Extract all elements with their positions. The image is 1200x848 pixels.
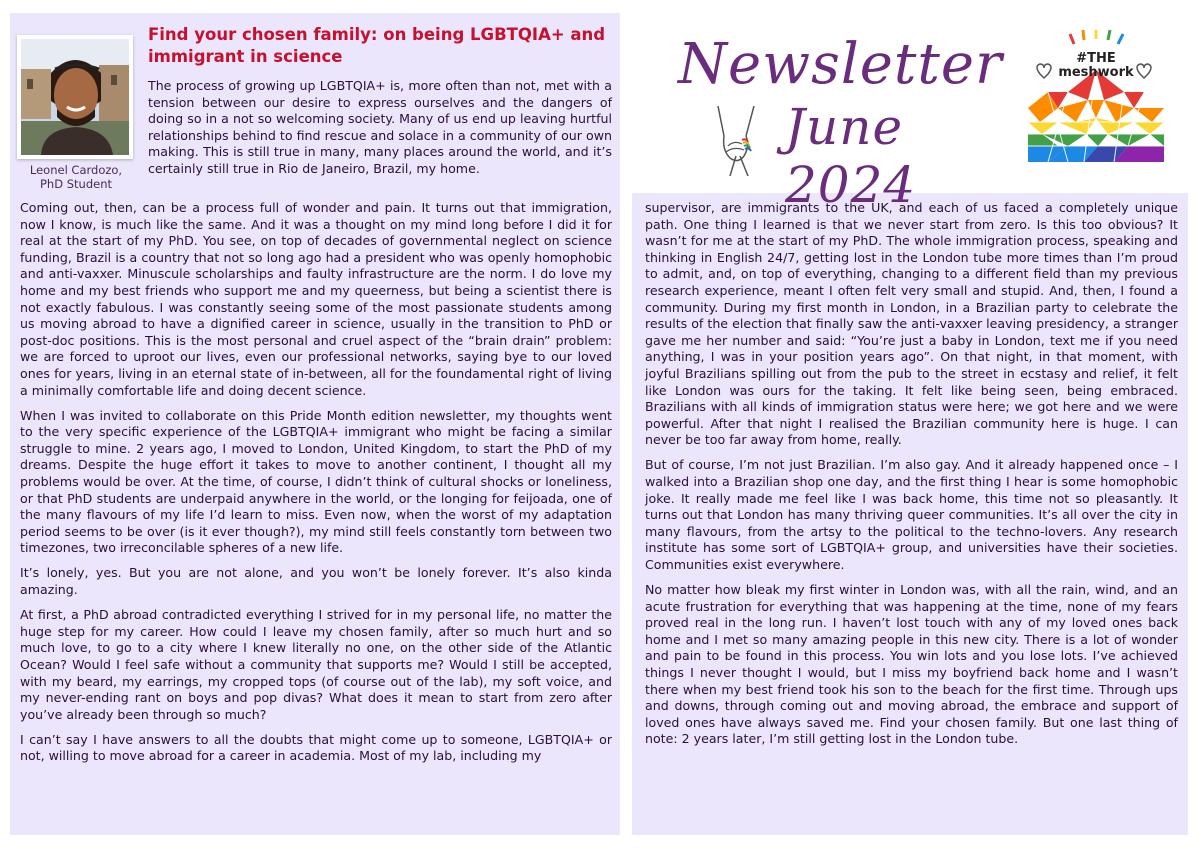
paragraph: supervisor, are immigrants to the UK, and each of us faced a completely unique path. One thing I learned is that we never start from zero. Is this too obvious? It wasn’t for me at the start of my PhD. The whole immigration process, speaking and thinking in English 24/7, getting lost in the London tube more times than I’m proud to admit, and, on top of everything, changing to a different field than my previous research experience, meant I often felt very small and stupid. And, then, I found a community. During my first month in London, in a Brazilian party to celebrate the results of the election that finally saw the anti-vaxxer leaving presidency, a stranger gave me her number and said: “You’re just a baby in London, text me if you need anything, I was in your position years ago”. On that night, in that moment, with joyful Brazilians spilling out from the pub to the street in ecstasy and relief, it felt like London was ours for the taking. It felt like being seen, being embraced. Brazilians with all kinds of immigration status were here; we got here and we were powerful. After that night I realised the Brazilian community here is huge. I can never be too far away from home, really.: [645, 200, 1178, 448]
left-column: [20, 200, 612, 774]
paragraph: At first, a PhD abroad contradicted everything I strived for in my personal life, no matter the huge step for my career. How could I leave my chosen family, after so much hurt and so much love, to go to a city where I knew literally no one, on the other side of the Atlantic Ocean? Would I feel safe without a community that supports me? Would I still be accepted, with my beard, my earrings, my cropped tops (of course out of the lab), my soft voice, and my never-ending rant on boys and pop divas? What does it mean to start from zero after you’ve already been through so much?: [20, 607, 612, 722]
masthead-word: Newsletter: [678, 32, 1003, 97]
right-column: [645, 200, 1178, 757]
author-photo: [17, 35, 133, 159]
holding-hands-icon: [696, 106, 776, 176]
meshwork-logo-icon: [1028, 30, 1164, 162]
newsletter-masthead: [660, 20, 1010, 214]
article-intro: The process of growing up LGBTQIA+ is, more often than not, met with a tension between our desire to express ourselves and the dangers of doing so in a not so welcoming society. Many of us end up leaving hurtful relationships behind to find rescue and solace in a community of our own making. This is still true in many, many places around the world, and it’s certainly still true in Rio de Janeiro, Brazil, my home.: [148, 78, 612, 176]
logo-text: [1028, 52, 1164, 80]
article-title: Find your chosen family: on being LGBTQIA+ and immigrant in science: [148, 25, 606, 66]
logo-line1: #THE: [1076, 51, 1116, 66]
paragraph: But of course, I’m not just Brazilian. I’m also gay. And it already happened once – I walked into a Brazilian shop one day, and the first thing I hear is some homophobic joke. It really made me feel like I was back home, this time not so pleasantly. It turns out that London has many thriving queer communities. It’s all over the city in many flavours, from the artsy to the political to the techno-lovers. Any research institute has some sort of LGBTQIA+ group, and universities have their societies. Communities exist everywhere.: [645, 457, 1178, 572]
paragraph: It’s lonely, yes. But you are not alone, and you won’t be lonely forever. It’s also kinda amazing.: [20, 565, 612, 598]
author-role: PhD Student: [39, 177, 112, 191]
paragraph: Coming out, then, can be a process full of wonder and pain. It turns out that immigration, now I know, is much like the same. And it was a thought on my mind long before I did it for real at the start of my PhD. You see, on top of decades of governmental neglect on science funding, Brazil is a country that not so long ago had a president who was openly homophobic and anti-vaxxer. Minuscule scholarships and faulty infrastructure are the norm. I do love my home and my best friends who support me and my queerness, but being a scientist there is not exactly fabulous. I was constantly seeing some of the most passionate students among us moving abroad to have a dignified career in science, usually in the transition to PhD or post-doc positions. This is the most personal and cruel aspect of the “brain drain” problem: we are forced to uproot our lives, even our professional networks, saying bye to our loved ones for years, living in an eternal state of in-between, all for the foundamental right of living a minimally comfortable life and doing decent science.: [20, 200, 612, 398]
masthead-date: June 2024: [785, 98, 917, 214]
paragraph: No matter how bleak my first winter in London was, with all the rain, wind, and an acute frustration for everything that was happening at the time, none of my fears proved real in the long run. I haven’t lost touch with any of my loved ones back home and I met so many amazing people in this new city. There is a lot of wonder and pain to be found in this process. You win lots and you lose lots. I’ve achieved things I never thought I would, but I miss my boyfriend back home and I wasn’t there when my best friend took his son to the beach for the first time. Through ups and downs, through coming out and moving abroad, the embrace and support of loved ones have always saved me. Find your chosen family. But one last thing of note: 2 years later, I’m still getting lost in the London tube.: [645, 582, 1178, 747]
author-caption: [14, 163, 138, 191]
logo-line2: meshwork: [1058, 65, 1134, 80]
author-name: Leonel Cardozo,: [29, 163, 123, 177]
paragraph: I can’t say I have answers to all the doubts that might come up to someone, LGBTQIA+ or not, willing to move abroad for a career in academia. Most of my lab, including my: [20, 731, 612, 764]
paragraph: When I was invited to collaborate on this Pride Month edition newsletter, my thoughts went to the very specific experience of the LGBTQIA+ immigrant who might be facing a similar struggle to mine. 2 years ago, I moved to London, United Kingdom, to start the PhD of my dreams. Despite the huge effort it takes to move to another continent, I thought all my problems would be over. At the time, of course, I didn’t think of cultural shocks or loneliness, or that PhD students are underpaid anywhere in the world, or the longing for feijoada, one of the many flavours of my life I’d learn to miss. Even now, when the worst of my adaptation period seems to be over (is it ever though?), my mind still feels constantly torn between two timezones, two irreconcilable spheres of a new life.: [20, 407, 612, 556]
